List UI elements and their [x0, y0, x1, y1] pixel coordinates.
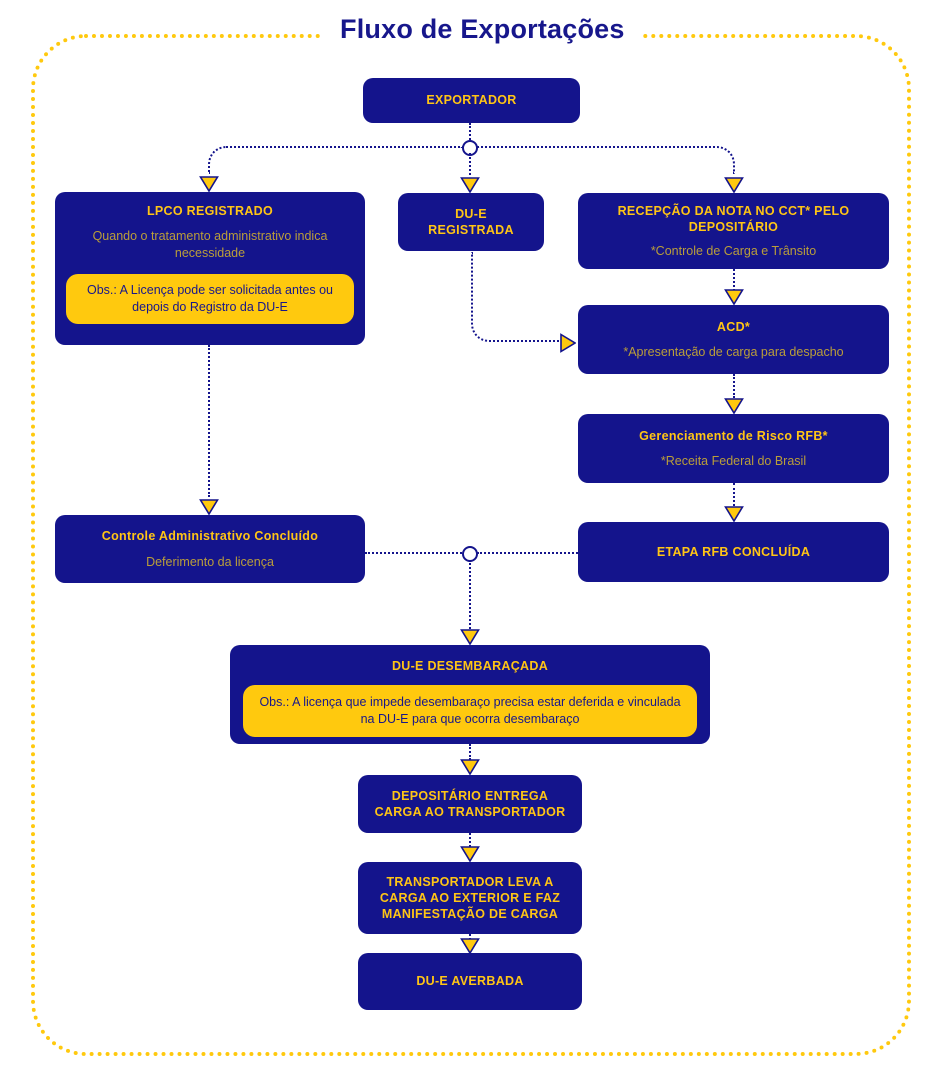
page-title: Fluxo de Exportações — [322, 14, 643, 45]
node-gerenciamento-risco-rfb — [578, 414, 889, 483]
node-etapa-rfb-concluida — [578, 522, 889, 582]
connector-controle-junction — [365, 552, 462, 554]
node-due-averbada — [358, 953, 582, 1010]
node-title: LPCO REGISTRADO — [146, 204, 274, 218]
arrow-down-icon — [724, 506, 744, 522]
arrow-down-icon — [460, 759, 480, 775]
arrow-down-icon — [199, 176, 219, 192]
node-subtitle: *Controle de Carga e Trânsito — [650, 243, 817, 258]
node-subtitle: *Apresentação de carga para despacho — [623, 345, 844, 359]
node-controle-administrativo — [55, 515, 365, 583]
arrow-down-icon — [724, 177, 744, 193]
arrow-down-icon — [460, 629, 480, 645]
node-subtitle: *Receita Federal do Brasil — [660, 454, 807, 468]
connector-due-registrada-acd — [471, 252, 559, 342]
node-title: DEPOSITÁRIO ENTREGA CARGA AO TRANSPORTADOR — [374, 788, 566, 819]
connector-gerenciamento-etapa — [733, 483, 735, 506]
connector-depositario-transportador — [469, 833, 471, 847]
note-lpco: Obs.: A Licença pode ser solicitada antes ou depois do Registro da DU-E — [66, 274, 354, 324]
arrow-down-icon — [199, 499, 219, 515]
node-title: TRANSPORTADOR LEVA A CARGA AO EXTERIOR E FAZ MANIFESTAÇÃO DE CARGA — [379, 874, 561, 922]
connector-branch-left — [208, 146, 463, 174]
node-title: Gerenciamento de Risco RFB* — [639, 428, 828, 443]
node-title: DU-E REGISTRADA — [428, 206, 514, 237]
node-title: EXPORTADOR — [426, 93, 517, 108]
node-title: DU-E AVERBADA — [416, 974, 524, 989]
node-acd — [578, 305, 889, 374]
node-due-registrada — [398, 193, 544, 251]
connector-junction-desembaracada — [469, 560, 471, 629]
connector-desembaracada-depositario — [469, 744, 471, 760]
arrow-down-icon — [460, 938, 480, 954]
node-due-desembaracada — [230, 645, 710, 744]
connector-etapa-junction — [477, 552, 578, 554]
note-desembaracada: Obs.: A licença que impede desembaraço precisa estar deferida e vinculada na DU-E para que ocorra desembaraço — [243, 685, 697, 737]
node-depositario-entrega — [358, 775, 582, 833]
node-lpco-registrado — [55, 192, 365, 345]
arrow-right-icon — [560, 333, 576, 353]
arrow-down-icon — [460, 846, 480, 862]
arrow-down-icon — [460, 177, 480, 193]
node-subtitle: Quando o tratamento administrativo indica necessidade — [92, 229, 328, 260]
connector-acd-gerenciamento — [733, 374, 735, 398]
arrow-down-icon — [724, 398, 744, 414]
node-recepcao-nota-cct — [578, 193, 889, 269]
arrow-down-icon — [724, 289, 744, 305]
connector-branch-right — [477, 146, 735, 174]
node-subtitle: Deferimento da licença — [146, 554, 274, 569]
connector-branch-middle — [469, 153, 471, 175]
connector-recepcao-acd — [733, 269, 735, 291]
node-title: DU-E DESEMBARAÇADA — [391, 659, 549, 673]
node-title: ACD* — [716, 319, 751, 334]
connector-exportador-junction — [469, 123, 471, 140]
node-exportador — [363, 78, 580, 123]
node-transportador-leva-carga — [358, 862, 582, 934]
node-title: RECEPÇÃO DA NOTA NO CCT* PELO DEPOSITÁRIO — [617, 204, 850, 235]
node-title: ETAPA RFB CONCLUÍDA — [656, 544, 811, 559]
connector-lpco-controle — [208, 345, 210, 497]
node-title: Controle Administrativo Concluído — [101, 529, 319, 544]
